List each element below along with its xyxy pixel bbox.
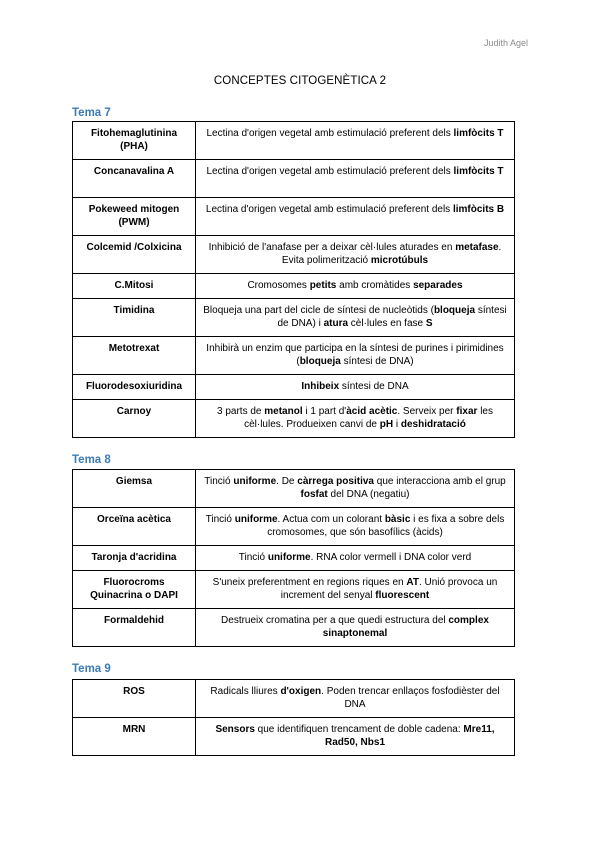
term-cell: Concanavalina A <box>73 160 196 198</box>
term-cell: Carnoy <box>73 400 196 438</box>
bold-term: pH <box>379 419 394 430</box>
concepts-table-tema-8 <box>72 469 515 647</box>
definition-cell: Sensors que identifiquen trencament de doble cadena: Mre11, Rad50, Nbs1 <box>196 718 515 756</box>
table-row <box>73 122 515 160</box>
bold-term: limfòcits T <box>453 128 504 139</box>
table-row <box>73 375 515 400</box>
section-title-tema-8: Tema 8 <box>72 454 111 466</box>
table-row <box>73 400 515 438</box>
bold-term: limfòcits B <box>452 204 505 215</box>
bold-term: Mre11, Rad50, Nbs1 <box>324 724 495 748</box>
term-cell: Metotrexat <box>73 337 196 375</box>
bold-term: metanol <box>264 406 303 417</box>
bold-term: S <box>425 318 433 329</box>
bold-term: fosfat <box>300 489 328 500</box>
bold-term: càrrega positiva <box>297 476 374 487</box>
term-cell: Orceïna acètica <box>73 508 196 546</box>
definition-cell: Tinció uniforme. RNA color vermell i DNA color verd <box>196 546 515 571</box>
table-row <box>73 337 515 375</box>
bold-term: d'oxigen <box>280 686 322 697</box>
bold-term: microtúbuls <box>370 255 429 266</box>
term-cell: Formaldehid <box>73 609 196 647</box>
definition-cell: 3 parts de metanol i 1 part d'àcid acètic. Serveix per fixar les cèl·lules. Produeixen canvi de pH i deshidratació <box>196 400 515 438</box>
table-row <box>73 198 515 236</box>
bold-term: bàsic <box>384 514 411 525</box>
bold-term: atura <box>323 318 349 329</box>
section-title-tema-7: Tema 7 <box>72 107 111 119</box>
definition-cell: Destrueix cromatina per a que quedi estructura del complex sinaptonemal <box>196 609 515 647</box>
page-title: CONCEPTES CITOGENÈTICA 2 <box>213 75 387 87</box>
table-row <box>73 236 515 274</box>
term-cell: Timidina <box>73 299 196 337</box>
term-cell: Fluorocroms Quinacrina o DAPI <box>73 571 196 609</box>
bold-term: deshidratació <box>400 419 466 430</box>
term-cell: Colcemid /Colxicina <box>73 236 196 274</box>
definition-cell: Inhibirà un enzim que participa en la síntesi de purines i pirimidines (bloqueja síntesi de DNA) <box>196 337 515 375</box>
bold-term: Inhibeix <box>301 381 340 392</box>
table-row <box>73 680 515 718</box>
bold-term: metafase <box>455 242 499 253</box>
term-cell: Fitohemaglutinina (PHA) <box>73 122 196 160</box>
table-row <box>73 609 515 647</box>
definition-cell: S'uneix preferentment en regions riques en AT. Unió provoca un increment del senyal fluorescent <box>196 571 515 609</box>
table-row <box>73 160 515 198</box>
term-cell: Pokeweed mitogen (PWM) <box>73 198 196 236</box>
table-row <box>73 274 515 299</box>
term-cell: Fluorodesoxiuridina <box>73 375 196 400</box>
section-title-tema-9: Tema 9 <box>72 663 111 675</box>
bold-term: fluorescent <box>375 590 430 601</box>
author-name: Judith Agel <box>483 38 528 48</box>
bold-term: limfòcits T <box>453 166 504 177</box>
definition-cell: Radicals lliures d'oxigen. Poden trencar enllaços fosfodièster del DNA <box>196 680 515 718</box>
table-row <box>73 571 515 609</box>
bold-term: bloqueja <box>299 356 341 367</box>
definition-cell: Inhibició de l'anafase per a deixar cèl·lules aturades en metafase. Evita polimerització microtúbuls <box>196 236 515 274</box>
bold-term: uniforme <box>234 514 278 525</box>
definition-cell: Lectina d'origen vegetal amb estimulació preferent dels limfòcits T <box>196 122 515 160</box>
bold-term: complex sinaptonemal <box>322 615 489 639</box>
definition-cell: Bloqueja una part del cicle de síntesi de nucleòtids (bloqueja síntesi de DNA) i atura cèl·lules en fase S <box>196 299 515 337</box>
term-cell: C.Mitosi <box>73 274 196 299</box>
table-row <box>73 508 515 546</box>
definition-cell: Lectina d'origen vegetal amb estimulació preferent dels limfòcits T <box>196 160 515 198</box>
bold-term: Sensors <box>215 724 255 735</box>
bold-term: uniforme <box>267 552 311 563</box>
term-cell: MRN <box>73 718 196 756</box>
table-row <box>73 470 515 508</box>
definition-cell: Inhibeix síntesi de DNA <box>196 375 515 400</box>
bold-term: AT <box>406 577 419 588</box>
definition-cell: Cromosomes petits amb cromàtides separades <box>196 274 515 299</box>
bold-term: àcid acètic <box>346 406 398 417</box>
concepts-table-tema-7 <box>72 121 515 438</box>
term-cell: Giemsa <box>73 470 196 508</box>
bold-term: separades <box>413 280 463 291</box>
term-cell: ROS <box>73 680 196 718</box>
term-cell: Taronja d'acridina <box>73 546 196 571</box>
bold-term: petits <box>309 280 337 291</box>
bold-term: fixar <box>456 406 478 417</box>
table-row <box>73 546 515 571</box>
definition-cell: Lectina d'origen vegetal amb estimulació preferent dels limfòcits B <box>196 198 515 236</box>
concepts-table-tema-9 <box>72 679 515 756</box>
table-row <box>73 299 515 337</box>
definition-cell: Tinció uniforme. De càrrega positiva que interacciona amb el grup fosfat del DNA (negatiu) <box>196 470 515 508</box>
bold-term: bloqueja <box>433 305 476 316</box>
definition-cell: Tinció uniforme. Actua com un colorant bàsic i es fixa a sobre dels cromosomes, que són basofílics (àcids) <box>196 508 515 546</box>
bold-term: uniforme <box>233 476 277 487</box>
table-row <box>73 718 515 756</box>
